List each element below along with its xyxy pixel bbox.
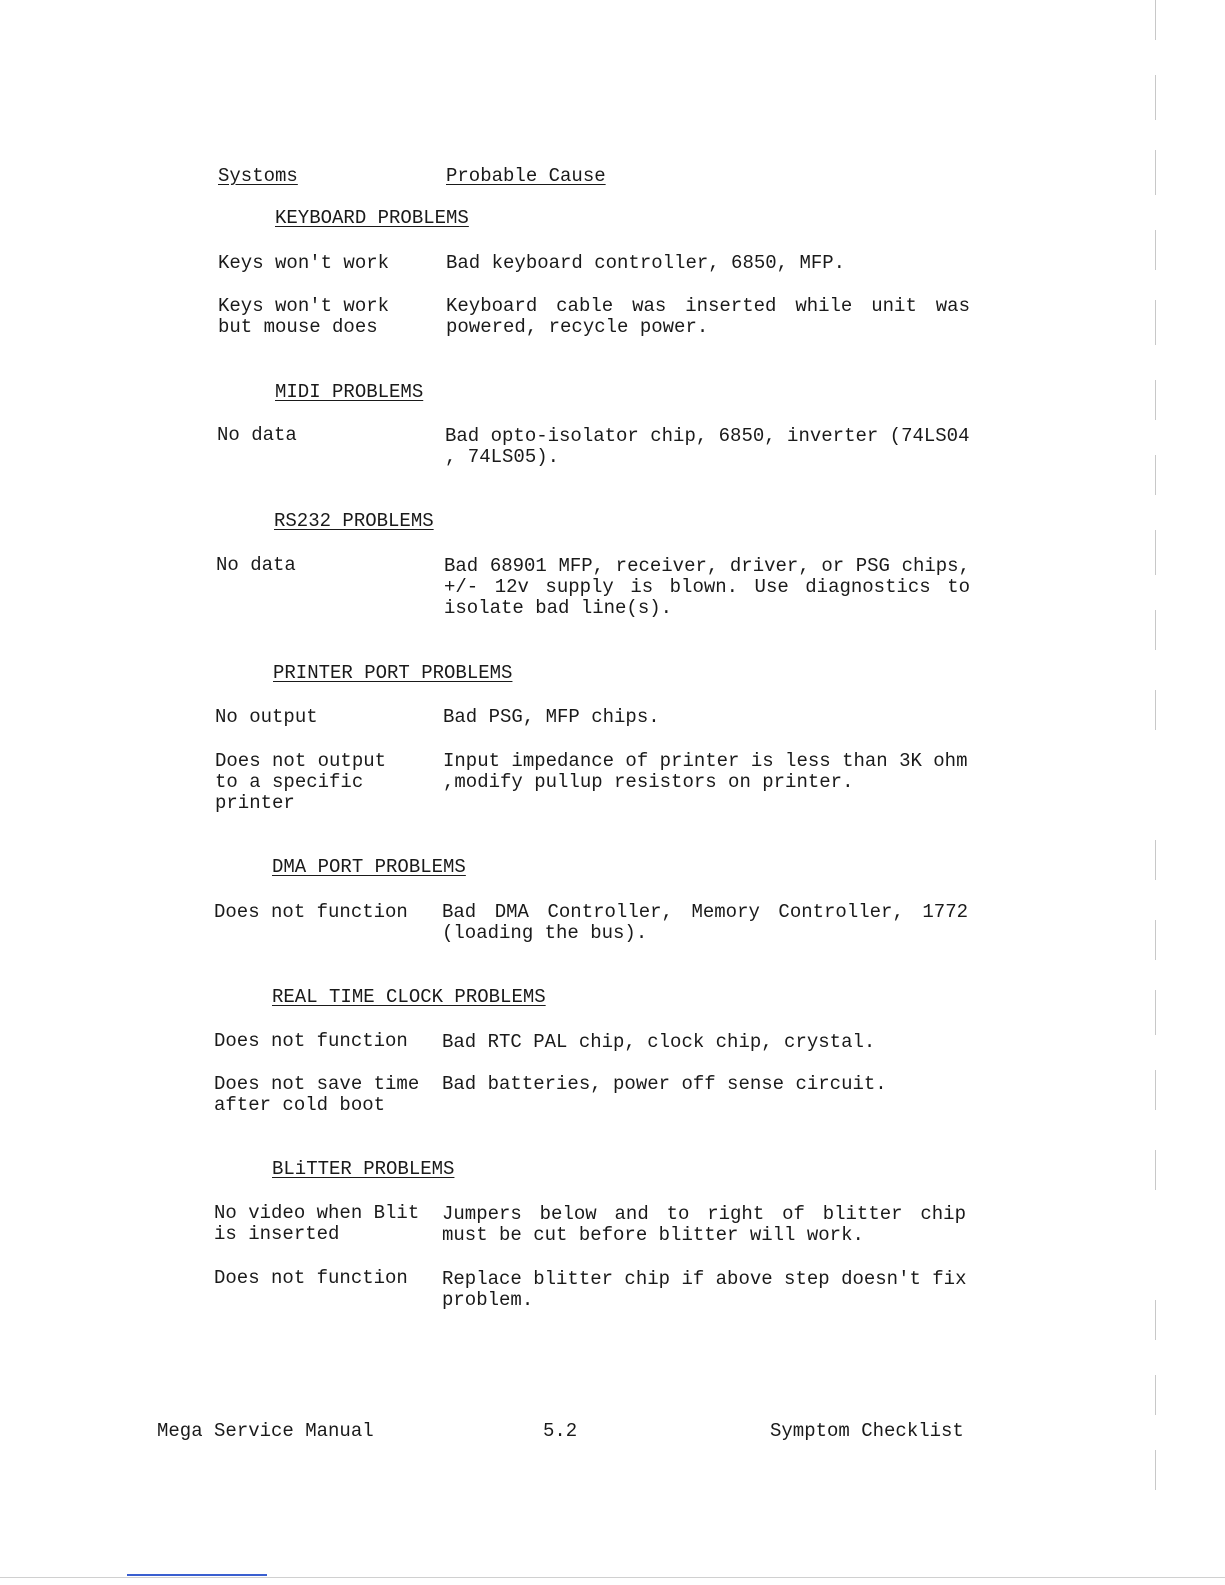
footer-page-number: 5.2 [543,1420,578,1442]
footer-manual-title: Mega Service Manual [157,1420,374,1442]
scan-edge-mark [1155,300,1156,345]
scan-edge-mark [1155,1450,1156,1490]
scan-edge-mark [1155,920,1156,960]
printer-symptom-1: No output [215,706,318,728]
blitter-symptom-1: No video when Blit is inserted [214,1202,420,1245]
scan-edge-mark [1155,690,1156,730]
dma-cause-1: Bad DMA Controller, Memory Controller, 1772 (loading the bus). [442,901,968,944]
rs232-cause-1: Bad 68901 MFP, receiver, driver, or PSG chips, +/- 12v supply is blown. Use diagnostics to isolate bad line(s). [444,555,970,619]
scan-edge-mark [1155,455,1156,495]
scan-edge-mark [1155,990,1156,1035]
rtc-cause-2: Bad batteries, power off sense circuit. [442,1073,887,1095]
scan-edge-mark [1155,0,1156,40]
keyboard-section-title: KEYBOARD PROBLEMS [275,207,469,229]
scan-edge-mark [1155,840,1156,880]
dma-symptom-1: Does not function [214,901,408,923]
footer-section-name: Symptom Checklist [770,1420,964,1442]
blitter-symptom-2: Does not function [214,1267,408,1289]
printer-cause-2: Input impedance of printer is less than 3K ohm ,modify pullup resistors on printer. [443,750,968,793]
printer-section-title: PRINTER PORT PROBLEMS [273,662,513,684]
scan-edge-mark [1155,230,1156,270]
rtc-symptom-2: Does not save time after cold boot [214,1073,420,1116]
scan-edge-mark [1155,530,1156,575]
scan-edge-mark [1155,1375,1156,1415]
scan-edge-mark [1155,610,1156,650]
printer-symptom-2: Does not output to a specific printer [215,750,387,814]
keyboard-cause-1: Bad keyboard controller, 6850, MFP. [446,252,846,274]
midi-cause-1: Bad opto-isolator chip, 6850, inverter (74LS04 , 74LS05). [445,425,970,468]
rtc-cause-1: Bad RTC PAL chip, clock chip, crystal. [442,1031,876,1053]
scan-edge-mark [1155,1150,1156,1190]
blitter-cause-2: Replace blitter chip if above step doesn't fix problem. [442,1268,967,1311]
keyboard-symptom-2: Keys won't work but mouse does [218,295,390,338]
blitter-cause-1: Jumpers below and to right of blitter chip must be cut before blitter will work. [442,1203,966,1246]
rs232-section-title: RS232 PROBLEMS [274,510,434,532]
dma-section-title: DMA PORT PROBLEMS [272,856,466,878]
printer-cause-1: Bad PSG, MFP chips. [443,706,660,728]
rtc-symptom-1: Does not function [214,1030,408,1052]
keyboard-symptom-1: Keys won't work [218,252,390,274]
page-bottom-mark [127,1574,267,1576]
probable-cause-column-header: Probable Cause [446,165,606,187]
blitter-section-title: BLiTTER PROBLEMS [272,1158,455,1180]
keyboard-cause-2: Keyboard cable was inserted while unit was powered, recycle power. [446,295,970,338]
rs232-symptom-1: No data [216,554,296,576]
page-bottom-rule [0,1577,1225,1578]
scan-edge-mark [1155,1070,1156,1110]
scan-edge-mark [1155,150,1156,195]
rtc-section-title: REAL TIME CLOCK PROBLEMS [272,986,546,1008]
midi-symptom-1: No data [217,424,297,446]
scan-edge-mark [1155,380,1156,420]
symptoms-column-header: Systoms [218,165,298,187]
scan-edge-mark [1155,1300,1156,1340]
scan-edge-mark [1155,75,1156,120]
midi-section-title: MIDI PROBLEMS [275,381,424,403]
